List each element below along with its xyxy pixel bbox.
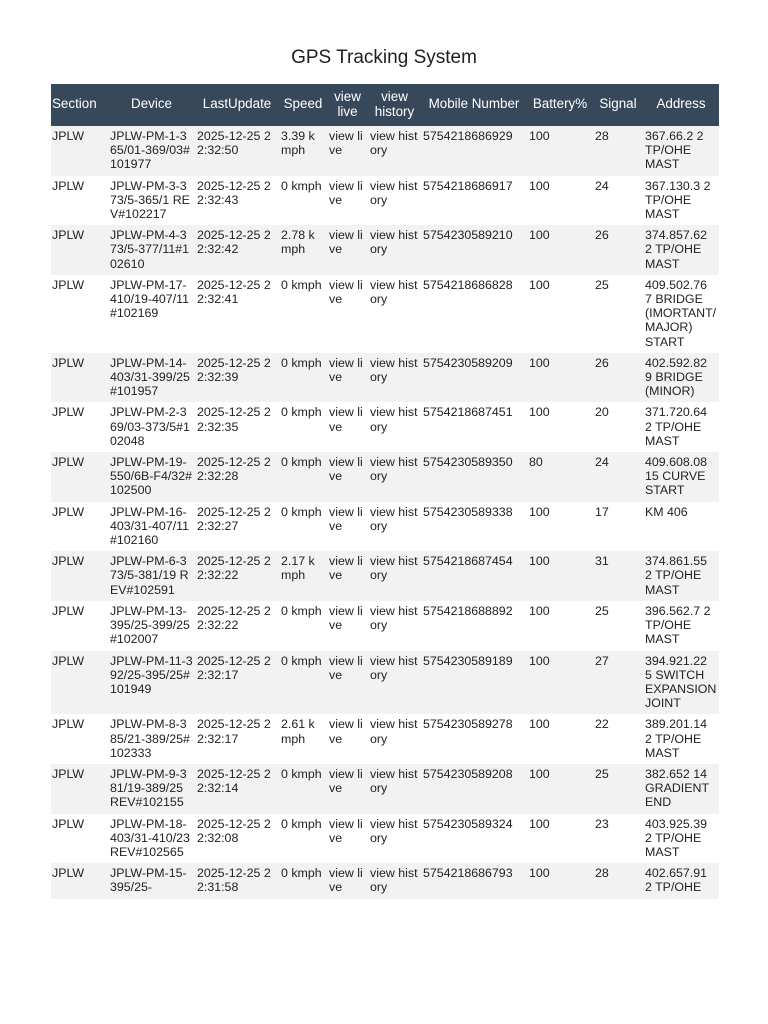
cell-device: JPLW-PM-1-365/01-369/03#101977 xyxy=(108,126,195,176)
cell-last-update: 2025-12-25 22:32:35 xyxy=(195,402,279,452)
cell-mobile-number: 5754230589324 xyxy=(421,814,527,864)
cell-mobile-number: 5754218686929 xyxy=(421,126,527,176)
table-row xyxy=(51,176,719,226)
table-row xyxy=(51,402,719,452)
cell-section: JPLW xyxy=(51,502,108,552)
cell-last-update: 2025-12-25 22:32:17 xyxy=(195,651,279,715)
view-history-link[interactable]: view history xyxy=(368,502,421,552)
table-row xyxy=(51,452,719,502)
cell-mobile-number: 5754230589338 xyxy=(421,502,527,552)
cell-mobile-number: 5754218687451 xyxy=(421,402,527,452)
cell-section: JPLW xyxy=(51,651,108,715)
cell-battery: 100 xyxy=(527,275,593,353)
cell-address: 403.925.39 2 TP/OHE MAST xyxy=(643,814,719,864)
cell-last-update: 2025-12-25 22:32:28 xyxy=(195,452,279,502)
view-live-link[interactable]: view live xyxy=(327,714,368,764)
view-live-link[interactable]: view live xyxy=(327,863,368,898)
cell-signal: 27 xyxy=(593,651,643,715)
cell-speed: 0 kmph xyxy=(279,502,327,552)
header-speed[interactable]: Speed xyxy=(279,84,327,126)
header-last-update[interactable]: LastUpdate xyxy=(195,84,279,126)
cell-signal: 28 xyxy=(593,126,643,176)
view-history-link[interactable]: view history xyxy=(368,714,421,764)
cell-mobile-number: 5754230589278 xyxy=(421,714,527,764)
cell-address: KM 406 xyxy=(643,502,719,552)
view-history-link[interactable]: view history xyxy=(368,402,421,452)
cell-address: 394.921.22 5 SWITCH EXPANSION JOINT xyxy=(643,651,719,715)
cell-signal: 28 xyxy=(593,863,643,898)
cell-battery: 100 xyxy=(527,601,593,651)
view-live-link[interactable]: view live xyxy=(327,502,368,552)
cell-signal: 25 xyxy=(593,275,643,353)
view-live-link[interactable]: view live xyxy=(327,601,368,651)
view-live-link[interactable]: view live xyxy=(327,126,368,176)
cell-last-update: 2025-12-25 22:32:22 xyxy=(195,601,279,651)
table-row xyxy=(51,126,719,176)
gps-device-table xyxy=(51,84,719,899)
cell-speed: 0 kmph xyxy=(279,402,327,452)
cell-speed: 0 kmph xyxy=(279,651,327,715)
view-history-link[interactable]: view history xyxy=(368,651,421,715)
view-live-link[interactable]: view live xyxy=(327,452,368,502)
cell-device: JPLW-PM-6-373/5-381/19 REV#102591 xyxy=(108,551,195,601)
cell-battery: 100 xyxy=(527,225,593,275)
cell-section: JPLW xyxy=(51,126,108,176)
cell-speed: 3.39 kmph xyxy=(279,126,327,176)
cell-signal: 24 xyxy=(593,452,643,502)
table-body xyxy=(51,126,719,899)
view-live-link[interactable]: view live xyxy=(327,651,368,715)
table-row xyxy=(51,551,719,601)
view-history-link[interactable]: view history xyxy=(368,764,421,814)
view-live-link[interactable]: view live xyxy=(327,275,368,353)
cell-mobile-number: 5754230589189 xyxy=(421,651,527,715)
cell-section: JPLW xyxy=(51,551,108,601)
cell-signal: 26 xyxy=(593,353,643,403)
cell-speed: 0 kmph xyxy=(279,176,327,226)
cell-mobile-number: 5754218687454 xyxy=(421,551,527,601)
view-history-link[interactable]: view history xyxy=(368,126,421,176)
view-live-link[interactable]: view live xyxy=(327,176,368,226)
cell-section: JPLW xyxy=(51,402,108,452)
cell-mobile-number: 5754218686793 xyxy=(421,863,527,898)
cell-battery: 100 xyxy=(527,402,593,452)
cell-speed: 0 kmph xyxy=(279,814,327,864)
cell-speed: 2.61 kmph xyxy=(279,714,327,764)
view-history-link[interactable]: view history xyxy=(368,225,421,275)
cell-battery: 100 xyxy=(527,502,593,552)
table-row xyxy=(51,814,719,864)
cell-battery: 100 xyxy=(527,551,593,601)
cell-device: JPLW-PM-2-369/03-373/5#102048 xyxy=(108,402,195,452)
cell-last-update: 2025-12-25 22:32:50 xyxy=(195,126,279,176)
view-live-link[interactable]: view live xyxy=(327,353,368,403)
table-row xyxy=(51,714,719,764)
cell-battery: 100 xyxy=(527,863,593,898)
cell-device: JPLW-PM-11-392/25-395/25#101949 xyxy=(108,651,195,715)
cell-address: 367.66.2 2 TP/OHE MAST xyxy=(643,126,719,176)
header-view-history[interactable]: view history xyxy=(368,84,421,126)
header-section[interactable]: Section xyxy=(51,84,108,126)
cell-address: 409.608.08 15 CURVE START xyxy=(643,452,719,502)
cell-section: JPLW xyxy=(51,814,108,864)
cell-device: JPLW-PM-15-395/25- xyxy=(108,863,195,898)
page-title: GPS Tracking System xyxy=(291,47,477,68)
view-history-link[interactable]: view history xyxy=(368,353,421,403)
table-row xyxy=(51,863,719,898)
header-battery[interactable]: Battery% xyxy=(527,84,593,126)
cell-section: JPLW xyxy=(51,452,108,502)
cell-device: JPLW-PM-4-373/5-377/11#102610 xyxy=(108,225,195,275)
cell-mobile-number: 5754218686917 xyxy=(421,176,527,226)
cell-battery: 100 xyxy=(527,353,593,403)
view-history-link[interactable]: view history xyxy=(368,601,421,651)
view-history-link[interactable]: view history xyxy=(368,452,421,502)
cell-mobile-number: 5754230589210 xyxy=(421,225,527,275)
cell-last-update: 2025-12-25 22:32:42 xyxy=(195,225,279,275)
cell-last-update: 2025-12-25 22:32:27 xyxy=(195,502,279,552)
cell-section: JPLW xyxy=(51,863,108,898)
cell-battery: 100 xyxy=(527,764,593,814)
cell-address: 374.857.62 2 TP/OHE MAST xyxy=(643,225,719,275)
cell-signal: 25 xyxy=(593,601,643,651)
cell-signal: 23 xyxy=(593,814,643,864)
cell-address: 374.861.55 2 TP/OHE MAST xyxy=(643,551,719,601)
view-live-link[interactable]: view live xyxy=(327,402,368,452)
cell-last-update: 2025-12-25 22:32:14 xyxy=(195,764,279,814)
cell-signal: 24 xyxy=(593,176,643,226)
view-history-link[interactable]: view history xyxy=(368,275,421,353)
cell-signal: 17 xyxy=(593,502,643,552)
cell-battery: 100 xyxy=(527,126,593,176)
cell-mobile-number: 5754230589208 xyxy=(421,764,527,814)
cell-last-update: 2025-12-25 22:32:41 xyxy=(195,275,279,353)
cell-section: JPLW xyxy=(51,764,108,814)
cell-address: 382.652 14 GRADIENT END xyxy=(643,764,719,814)
cell-last-update: 2025-12-25 22:32:43 xyxy=(195,176,279,226)
cell-speed: 0 kmph xyxy=(279,353,327,403)
cell-section: JPLW xyxy=(51,353,108,403)
cell-device: JPLW-PM-14-403/31-399/25#101957 xyxy=(108,353,195,403)
cell-battery: 100 xyxy=(527,651,593,715)
header-device[interactable]: Device xyxy=(108,84,195,126)
view-live-link[interactable]: view live xyxy=(327,225,368,275)
cell-battery: 80 xyxy=(527,452,593,502)
view-history-link[interactable]: view history xyxy=(368,551,421,601)
cell-last-update: 2025-12-25 22:32:22 xyxy=(195,551,279,601)
cell-device: JPLW-PM-3-373/5-365/1 REV#102217 xyxy=(108,176,195,226)
cell-speed: 0 kmph xyxy=(279,764,327,814)
cell-last-update: 2025-12-25 22:32:17 xyxy=(195,714,279,764)
header-signal[interactable]: Signal xyxy=(593,84,643,126)
table-row xyxy=(51,275,719,353)
cell-device: JPLW-PM-8-385/21-389/25#102333 xyxy=(108,714,195,764)
cell-speed: 0 kmph xyxy=(279,601,327,651)
cell-address: 402.657.91 2 TP/OHE xyxy=(643,863,719,898)
view-live-link[interactable]: view live xyxy=(327,764,368,814)
cell-device: JPLW-PM-17-410/19-407/11#102169 xyxy=(108,275,195,353)
cell-mobile-number: 5754230589209 xyxy=(421,353,527,403)
cell-device: JPLW-PM-18-403/31-410/23 REV#102565 xyxy=(108,814,195,864)
table-row xyxy=(51,502,719,552)
cell-section: JPLW xyxy=(51,225,108,275)
cell-device: JPLW-PM-13-395/25-399/25#102007 xyxy=(108,601,195,651)
cell-mobile-number: 5754218688892 xyxy=(421,601,527,651)
cell-speed: 0 kmph xyxy=(279,863,327,898)
cell-last-update: 2025-12-25 22:32:08 xyxy=(195,814,279,864)
cell-section: JPLW xyxy=(51,714,108,764)
cell-section: JPLW xyxy=(51,275,108,353)
table-row xyxy=(51,651,719,715)
view-history-link[interactable]: view history xyxy=(368,176,421,226)
cell-mobile-number: 5754230589350 xyxy=(421,452,527,502)
table-row xyxy=(51,764,719,814)
cell-battery: 100 xyxy=(527,714,593,764)
cell-signal: 26 xyxy=(593,225,643,275)
cell-address: 396.562.7 2 TP/OHE MAST xyxy=(643,601,719,651)
cell-speed: 2.78 kmph xyxy=(279,225,327,275)
cell-last-update: 2025-12-25 22:32:39 xyxy=(195,353,279,403)
cell-device: JPLW-PM-9-381/19-389/25 REV#102155 xyxy=(108,764,195,814)
cell-speed: 2.17 kmph xyxy=(279,551,327,601)
cell-battery: 100 xyxy=(527,176,593,226)
cell-address: 389.201.14 2 TP/OHE MAST xyxy=(643,714,719,764)
cell-address: 367.130.3 2 TP/OHE MAST xyxy=(643,176,719,226)
table-row xyxy=(51,601,719,651)
cell-mobile-number: 5754218686828 xyxy=(421,275,527,353)
cell-battery: 100 xyxy=(527,814,593,864)
cell-signal: 31 xyxy=(593,551,643,601)
view-history-link[interactable]: view history xyxy=(368,814,421,864)
cell-speed: 0 kmph xyxy=(279,275,327,353)
view-live-link[interactable]: view live xyxy=(327,551,368,601)
cell-section: JPLW xyxy=(51,176,108,226)
cell-speed: 0 kmph xyxy=(279,452,327,502)
cell-address: 409.502.76 7 BRIDGE (IMORTANT/ MAJOR) START xyxy=(643,275,719,353)
cell-device: JPLW-PM-16-403/31-407/11#102160 xyxy=(108,502,195,552)
cell-signal: 22 xyxy=(593,714,643,764)
cell-signal: 20 xyxy=(593,402,643,452)
view-history-link[interactable]: view history xyxy=(368,863,421,898)
view-live-link[interactable]: view live xyxy=(327,814,368,864)
cell-address: 402.592.82 9 BRIDGE (MINOR) xyxy=(643,353,719,403)
cell-signal: 25 xyxy=(593,764,643,814)
table-row xyxy=(51,353,719,403)
cell-device: JPLW-PM-19-550/6B-F4/32#102500 xyxy=(108,452,195,502)
cell-section: JPLW xyxy=(51,601,108,651)
header-mobile-number[interactable]: Mobile Number xyxy=(421,84,527,126)
cell-last-update: 2025-12-25 22:31:58 xyxy=(195,863,279,898)
cell-address: 371.720.64 2 TP/OHE MAST xyxy=(643,402,719,452)
table-header-row xyxy=(51,84,719,126)
table-row xyxy=(51,225,719,275)
header-address[interactable]: Address xyxy=(643,84,719,126)
header-view-live[interactable]: view live xyxy=(327,84,368,126)
